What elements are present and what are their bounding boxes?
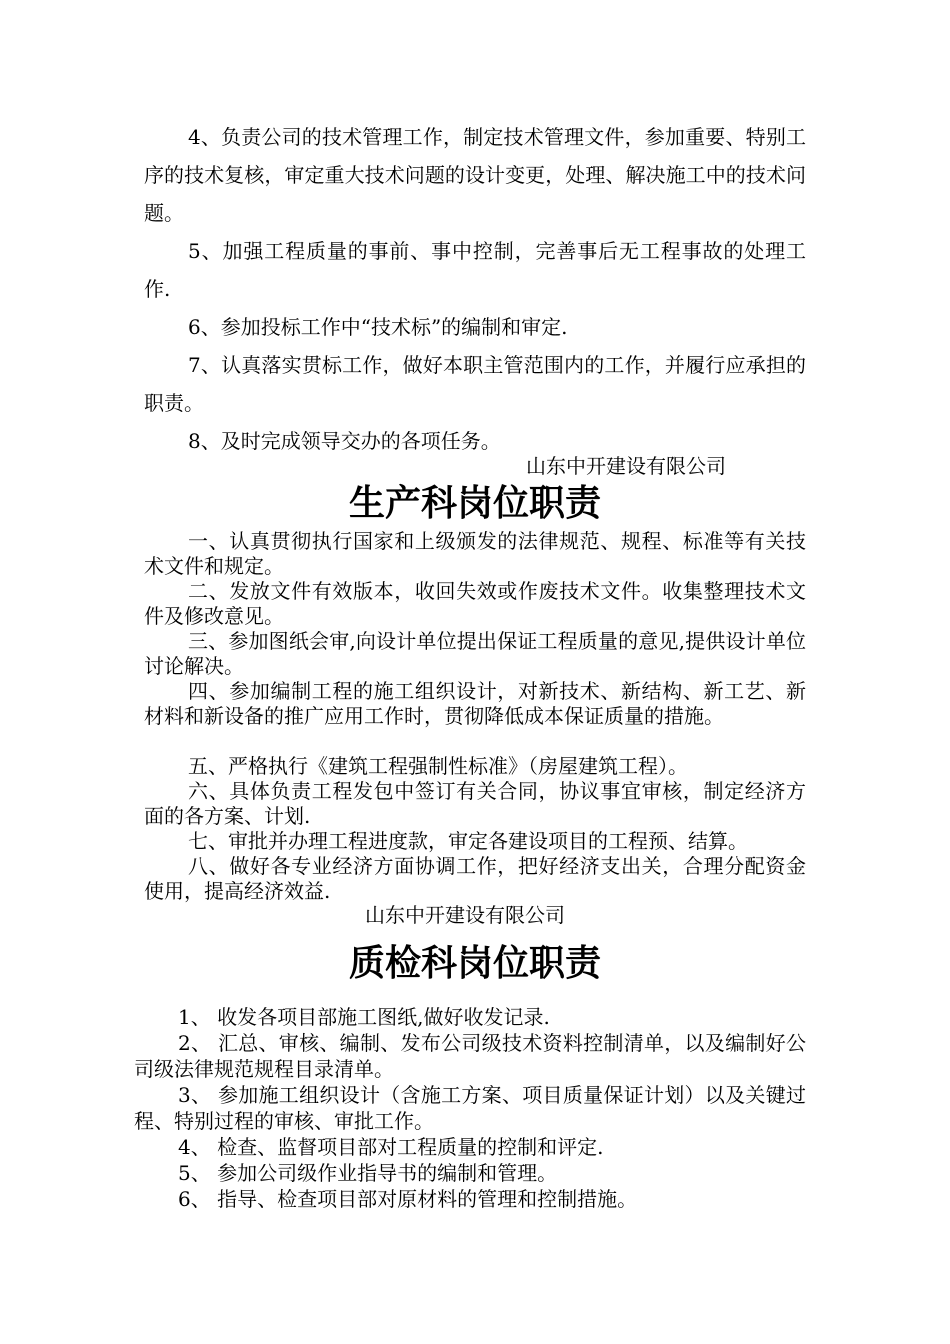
paragraph-item-6: 6、 指导、检查项目部对原材料的管理和控制措施。: [178, 1187, 638, 1211]
paragraph-item-5: 5、 参加公司级作业指导书的编制和管理。: [178, 1161, 558, 1185]
paragraph-standards: 7、认真落实贯标工作，做好本职主管范围内的工作，并履行应承担的职责。: [144, 353, 806, 415]
paragraph-item-7: 七、审批并办理工程进度款，审定各建设项目的工程预、结算。: [188, 829, 748, 853]
paragraph-item-4: 4、 检查、监督项目部对工程质量的控制和评定.: [178, 1135, 604, 1159]
paragraph-quality-control: 5、加强工程质量的事前、事中控制，完善事后无工程事故的处理工作.: [144, 239, 806, 301]
paragraph-item-1: 1、 收发各项目部施工图纸,做好收发记录.: [178, 1005, 550, 1029]
paragraph-item-2: 2、 汇总、审核、编制、发布公司级技术资料控制清单，以及编制好公司级法律规范规程目录清单。: [134, 1031, 806, 1081]
paragraph-item-4: 四、参加编制工程的施工组织设计，对新技术、新结构、新工艺、新材料和新设备的推广应用工作时，贯彻降低成本保证质量的措施。: [144, 679, 806, 728]
paragraph-item-8: 八、做好各专业经济方面协调工作，把好经济支出关，合理分配资金使用，提高经济效益.: [144, 854, 806, 903]
company-signature: 山东中开建设有限公司: [365, 903, 565, 927]
paragraph-item-5: 五、严格执行《建筑工程强制性标准》（房屋建筑工程）。: [188, 754, 688, 778]
section-title-quality-inspection: 质检科岗位职责: [348, 942, 601, 984]
paragraph-bidding: 6、参加投标工作中“技术标”的编制和审定.: [188, 315, 568, 339]
section-title-production: 生产科岗位职责: [348, 482, 601, 524]
paragraph-item-2: 二、发放文件有效版本，收回失效或作废技术文件。收集整理技术文件及修改意见。: [144, 579, 806, 628]
company-signature: 山东中开建设有限公司: [526, 454, 726, 478]
paragraph-item-3: 3、 参加施工组织设计（含施工方案、项目质量保证计划）以及关键过程、特别过程的审核、审批工作。: [134, 1083, 806, 1133]
paragraph-item-1: 一、认真贯彻执行国家和上级颁发的法律规范、规程、标准等有关技术文件和规定。: [144, 529, 806, 578]
paragraph-tech-management: 4、负责公司的技术管理工作，制定技术管理文件，参加重要、特别工序的技术复核，审定重大技术问题的设计变更，处理、解决施工中的技术问题。: [144, 125, 806, 225]
paragraph-item-6: 六、具体负责工程发包中签订有关合同，协议事宜审核，制定经济方面的各方案、计划.: [144, 779, 806, 828]
paragraph-item-3: 三、参加图纸会审,向设计单位提出保证工程质量的意见,提供设计单位讨论解决。: [144, 629, 806, 678]
paragraph-tasks: 8、及时完成领导交办的各项任务。: [188, 429, 501, 453]
